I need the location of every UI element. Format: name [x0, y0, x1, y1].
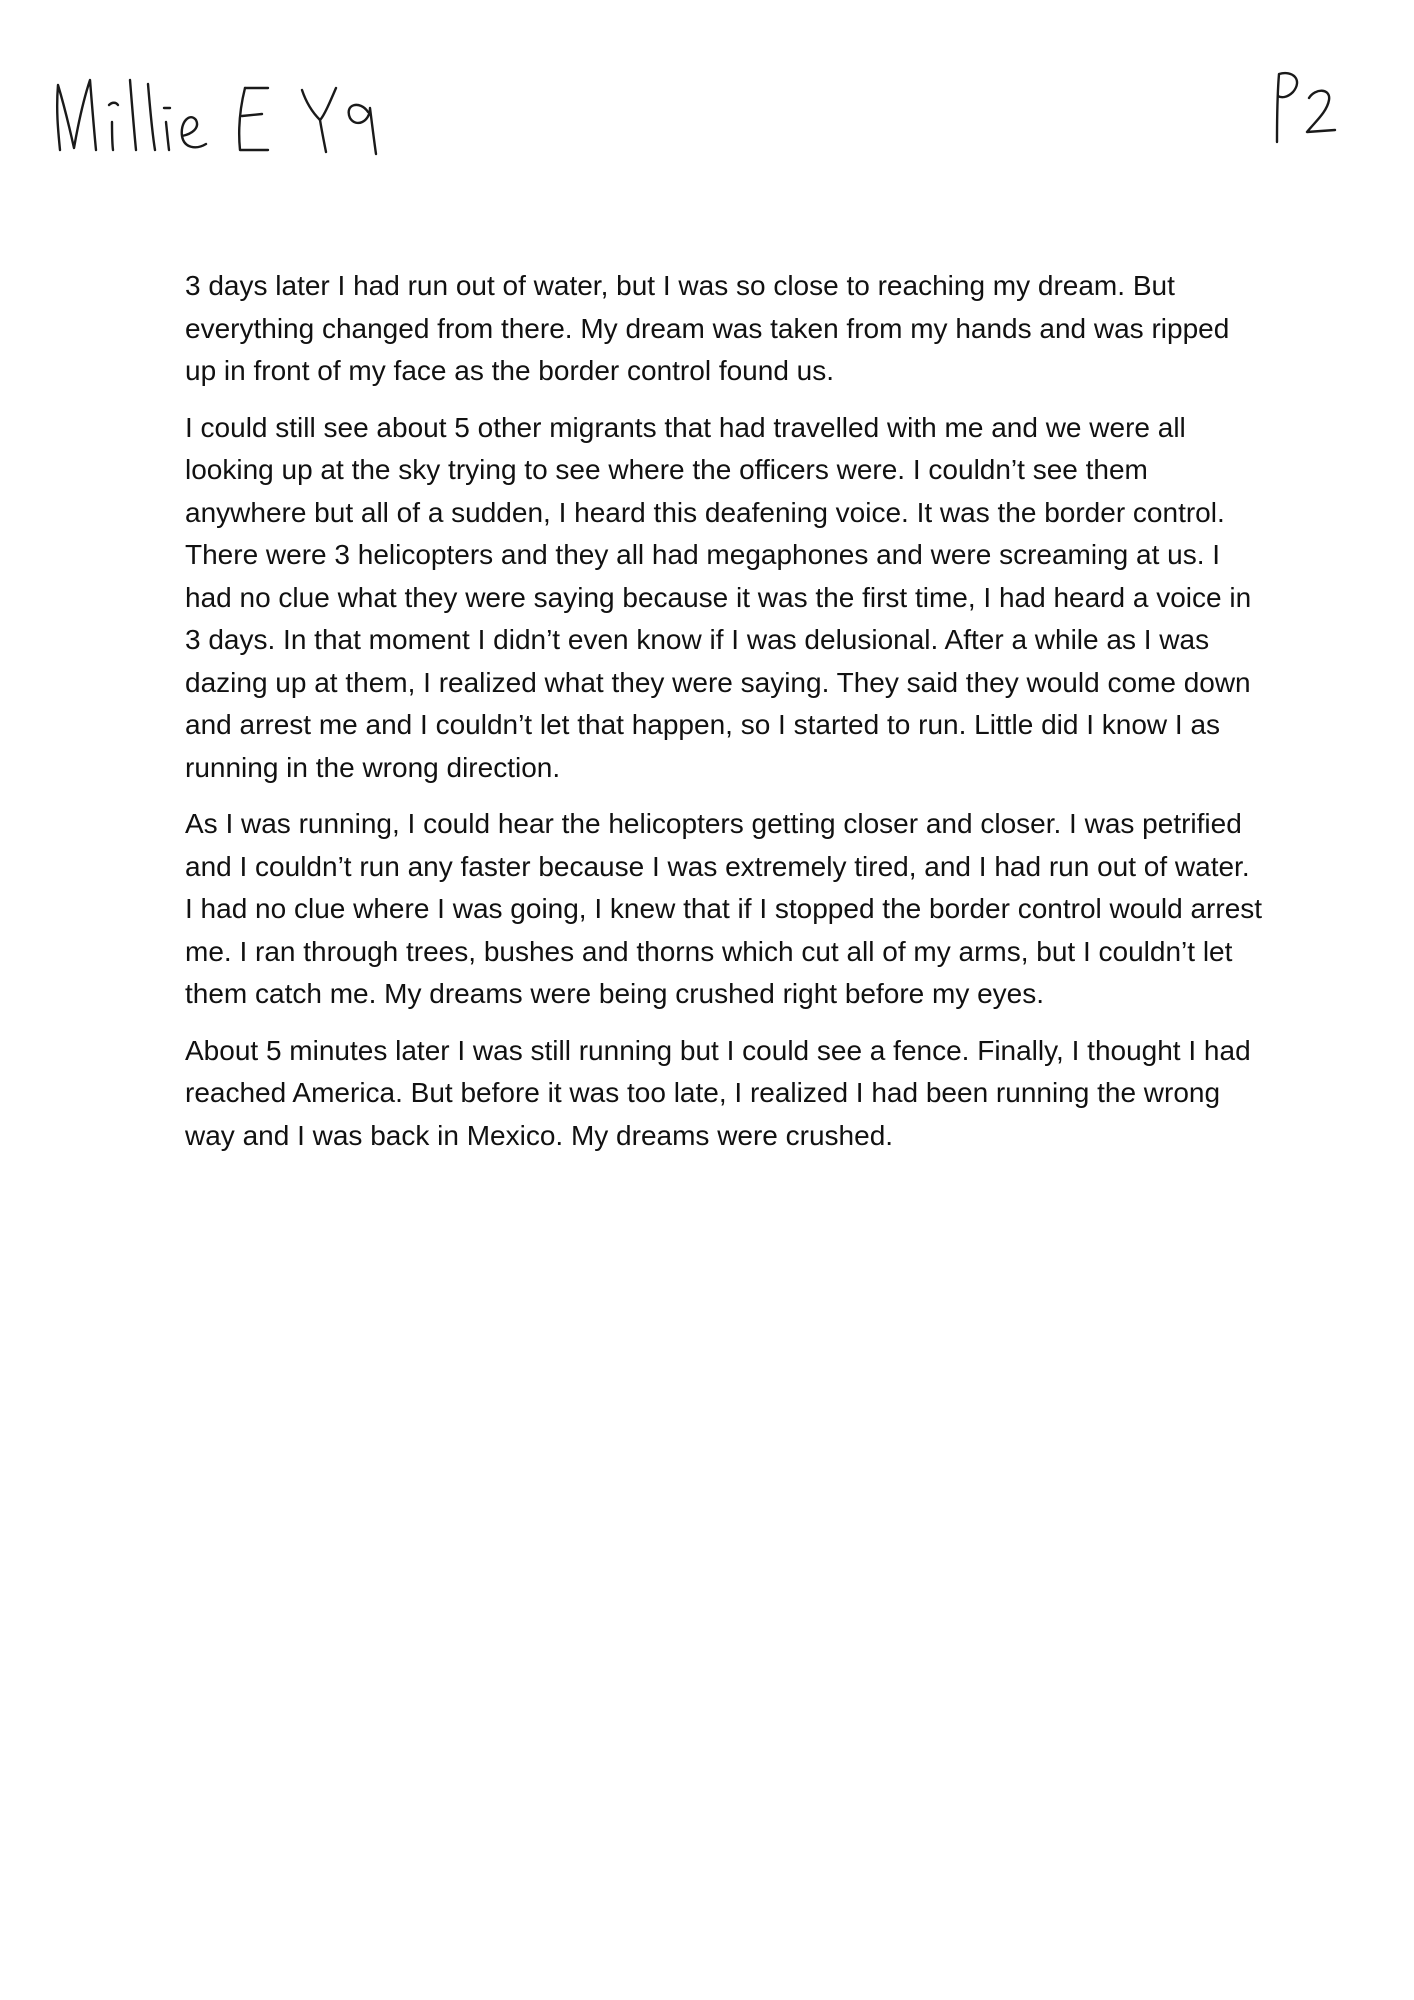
paragraph-3: As I was running, I could hear the helicopters getting closer and closer. I was petrified and I couldn’t run any faster because I was extremely tired, and I had run out of water. I had no clue where I was going, I knew that if I stopped the border control would arrest me. I ran through trees, bushes and thorns which cut all of my arms, but I couldn’t let them catch me. My dreams were being crushed right before my eyes. — [185, 808, 1263, 1009]
paragraph-4: About 5 minutes later I was still running but I could see a fence. Finally, I thought I had reached America. But before it was too late, I realized I had been running the wrong way and I was back in Mexico. My dreams were crushed. — [185, 1034, 1251, 1151]
handwritten-page-number — [1265, 60, 1355, 150]
handwritten-name-signature — [40, 50, 440, 170]
paragraph-1: 3 days later I had run out of water, but I was so close to reaching my dream. But everything changed from there. My dream was taken from my hands and was ripped up in front of my face as the border control found us. — [185, 270, 1230, 386]
story-body — [185, 265, 1265, 1171]
paragraph-2: I could still see about 5 other migrants that had travelled with me and we were all looking up at the sky trying to see where the officers were. I couldn’t see them anywhere but all of a sudden, I heard this deafening voice. It was the border control. There were 3 helicopters and they all had megaphones and were screaming at us. I had no clue what they were saying because it was the first time, I had heard a voice in 3 days. In that moment I didn’t even know if I was delusional. After a while as I was dazing up at them, I realized what they were saying. They said they would come down and arrest me and I couldn’t let that happen, so I started to run. Little did I know I as running in the wrong direction. — [185, 411, 1252, 783]
handwritten-page-number-strokes — [1265, 60, 1355, 150]
handwritten-name-strokes — [40, 50, 440, 170]
